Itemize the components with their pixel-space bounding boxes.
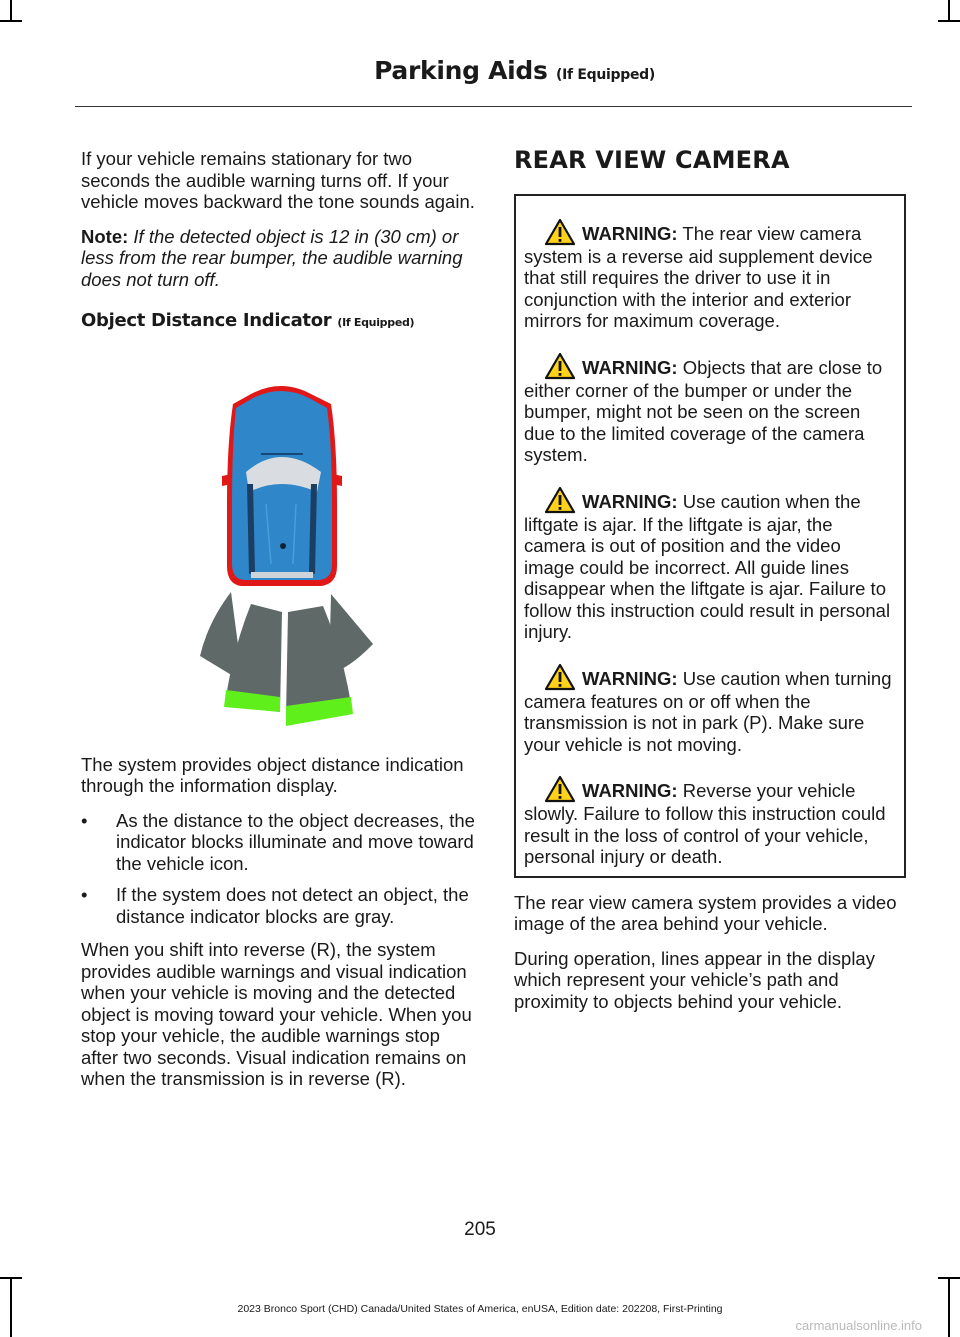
crop-mark [0,20,22,22]
bullet-list [81,810,477,928]
warning [524,775,896,868]
warning [524,352,896,466]
note [81,226,477,291]
warning-label: WARNING: [582,222,678,244]
warning-label: WARNING: [582,356,678,378]
warning-label: WARNING: [582,490,678,512]
edition-footer: 2023 Bronco Sport (CHD) Canada/United States of America, enUSA, Edition date: 202208, First-Printing [237,1303,723,1315]
distance-indicator-figure [81,334,477,754]
warning-text: Use caution when the liftgate is ajar. If the liftgate is ajar, the camera is out of position and the video image could be incorrect. All guide lines disappear when the liftgate is ajar. Failure to follow this instruction could result in personal injury. [524,490,891,642]
warning [524,486,896,643]
vehicle-indicator-illustration [81,334,477,754]
warning-box [514,194,906,878]
warning-text: The rear view camera system is a reverse aid supplement device that still requires the driver to use it in conjunction with the interior and exterior mirrors for maximum coverage. [524,222,873,331]
paragraph: When you shift into reverse (R), the system provides audible warnings and visual indication when your vehicle is moving and the detected object is moving toward your vehicle. When you stop your vehicle, the audible warnings stop after two seconds. Visual indication remains on when the transmission is in reverse (R). [81,939,472,1089]
warning-triangle-icon [544,218,576,246]
paragraph: During operation, lines appear in the display which represent your vehicle’s path and proximity to objects behind your vehicle. [514,947,875,1012]
warning-triangle-icon [544,486,576,514]
list-item [81,884,477,927]
paragraph: The rear view camera system provides a video image of the area behind your vehicle. [514,891,897,934]
warning-triangle-icon [544,352,576,380]
page-number: 205 [464,1219,496,1240]
warning-triangle-icon [544,775,576,803]
left-column [81,148,477,1103]
warning-triangle-icon [544,663,576,691]
vehicle-icon [222,386,342,586]
subheading-text: Object Distance Indicator [81,310,332,331]
bullet-marker: • [81,809,88,831]
watermark: carmanualsonline.info [795,1318,922,1333]
crop-mark [938,20,960,22]
crop-mark [0,1277,22,1279]
note-text: If the detected object is 12 in (30 cm) or less from the rear bumper, the audible warning does not turn off. [81,225,463,290]
warning-label: WARNING: [582,667,678,689]
paragraph: If your vehicle remains stationary for two seconds the audible warning turns off. If your vehicle moves backward the tone sounds again. [81,148,475,212]
list-item-text: As the distance to the object decreases, the indicator blocks illuminate and move toward the vehicle icon. [116,809,475,874]
section-heading: REAR VIEW CAMERA [514,146,790,174]
warning-label: WARNING: [582,780,678,801]
page-header [374,56,655,85]
subheading [81,310,477,334]
bullet-marker: • [81,884,88,905]
page-title-qualifier: (If Equipped) [556,67,655,83]
crop-mark [10,0,12,22]
indicator-block [329,594,373,674]
crop-mark [938,1277,960,1279]
page-title: Parking Aids [374,56,548,85]
paragraph: The system provides object distance indication through the information display. [81,753,464,796]
warning [524,663,896,756]
list-item-text: If the system does not detect an object, the distance indicator blocks are gray. [116,884,469,927]
crop-mark [948,0,950,22]
warning-text: Use caution when turning camera features on or off when the transmission is not in park (P). Make sure your vehicle is not moving. [524,667,892,755]
header-rule [75,106,912,107]
right-column [514,148,906,1025]
warning-text: Reverse your vehicle slowly. Failure to follow this instruction could result in the loss of control of your vehicle, personal injury or death. [524,780,886,867]
list-item [81,810,477,875]
note-label: Note: [81,225,129,247]
warning-text: Objects that are close to either corner of the bumper or under the bumper, might not be seen on the screen due to the limited coverage of the camera system. [524,356,883,465]
subheading-tag: (If Equipped) [337,316,415,329]
warning [524,218,896,332]
